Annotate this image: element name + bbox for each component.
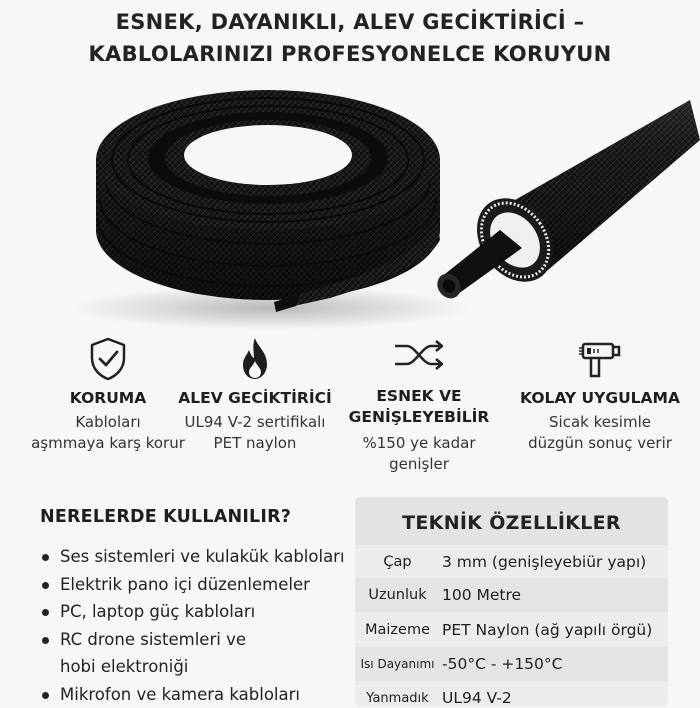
expand-arrows-icon (393, 340, 445, 370)
feature-desc-line-2: PET naylon (170, 433, 340, 454)
product-image (0, 80, 700, 330)
spec-value: -50°C - +150°C (440, 655, 668, 673)
headline-line-2: KABLOLARINIZI PROFESYONELCE KORUYUN (0, 38, 700, 70)
headline (0, 6, 700, 70)
feature-easy-apply (515, 330, 685, 454)
feature-protection (23, 330, 193, 454)
feature-desc-line-1: %150 ye kadar (334, 433, 504, 454)
list-item: Mikrofon ve kamera kabloları (40, 681, 355, 708)
feature-title-line-2: GENİŞLEYEBİLİR (334, 407, 504, 428)
feature-desc-line-1: Sicak kesimle (515, 412, 685, 433)
list-item: PC, laptop güç kabloları (40, 598, 355, 626)
spec-key: Çap (355, 554, 440, 570)
spec-key: Yanmadık (355, 691, 440, 706)
spec-row (355, 681, 668, 707)
heat-gun-icon (577, 338, 623, 382)
spec-key: Uzunluk (355, 587, 440, 603)
spec-value: 100 Metre (440, 586, 668, 604)
flame-icon (237, 336, 273, 382)
feature-desc-line-2: aşmmaya karş korur (23, 433, 193, 454)
shield-check-icon (88, 336, 128, 382)
usage-list (40, 543, 355, 708)
bullet-icon (42, 582, 49, 589)
spec-row (355, 647, 668, 681)
list-item: Ses sistemleri ve kulakük kabloları (40, 543, 355, 571)
feature-title: KORUMA (23, 388, 193, 408)
bullet-icon (42, 637, 49, 644)
feature-title-line-1: ESNEK VE (334, 386, 504, 407)
spec-row (355, 545, 668, 579)
list-item: Elektrik pano içi düzenlemeler (40, 571, 355, 599)
feature-desc-line-2: düzgün sonuç verir (515, 433, 685, 454)
feature-flexible (334, 330, 504, 475)
spec-key: Isı Dayanımı (355, 657, 440, 671)
feature-flame-retardant (170, 330, 340, 454)
feature-desc-line-2: genişler (334, 454, 504, 475)
list-item: RC drone sistemleri ve (40, 626, 355, 654)
feature-row (0, 330, 700, 480)
list-item-continuation: hobi elektroniği (40, 653, 355, 681)
feature-title: ALEV GECİKTİRİCİ (170, 388, 340, 408)
usage-title: NERELERDE KULLANILIR? (40, 507, 291, 527)
spec-value: UL94 V-2 (440, 689, 668, 707)
spec-table (355, 497, 668, 707)
coil-image (96, 90, 440, 312)
spec-value: 3 mm (genişleyebiür yapı) (440, 553, 668, 571)
feature-desc-line-1: Kabloları (23, 412, 193, 433)
headline-line-1: ESNEK, DAYANIKLI, ALEV GECİKTİRİCİ – (0, 6, 700, 38)
spec-row (355, 613, 668, 647)
bullet-icon (42, 554, 49, 561)
cut-sleeve-image (433, 100, 700, 303)
spec-row (355, 578, 668, 612)
bullet-icon (42, 609, 49, 616)
feature-title: KOLAY UYGULAMA (515, 388, 685, 408)
bullet-icon (42, 692, 49, 699)
spec-title: TEKNİK ÖZELLİKLER (355, 497, 668, 545)
spec-value: PET Naylon (ağ yapılı örgü) (440, 621, 668, 639)
spec-key: Maizeme (355, 622, 440, 638)
feature-desc-line-1: UL94 V-2 sertifikalı (170, 412, 340, 433)
